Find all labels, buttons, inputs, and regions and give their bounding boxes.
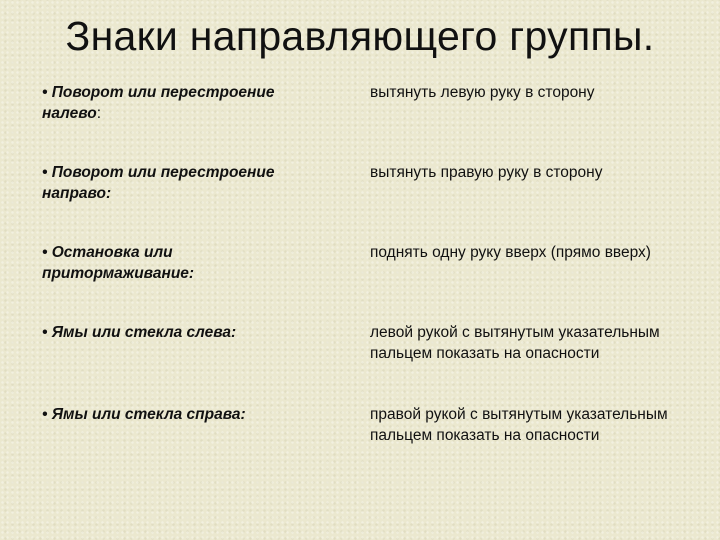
sign-action: вытянуть правую руку в сторону: [370, 164, 603, 181]
sign-action: вытянуть левую руку в сторону: [370, 84, 595, 101]
sign-label-text: • Поворот или перестроение налево: [42, 84, 275, 122]
sign-label: • Ямы или стекла слева:: [42, 324, 237, 341]
sign-label: [42, 82, 327, 124]
sign-label: • Поворот или перестроение направо:: [42, 164, 275, 202]
sign-action: поднять одну руку вверх (прямо вверх): [370, 244, 651, 261]
sign-action: правой рукой с вытянутым указательным пальцем показать на опасности: [370, 406, 668, 444]
slide-title: Знаки направляющего группы.: [65, 13, 655, 59]
sign-label: • Остановка или притормаживание:: [42, 244, 195, 282]
sign-action: левой рукой с вытянутым указательным пальцем показать на опасности: [370, 324, 660, 362]
sign-label: • Ямы или стекла справа:: [42, 406, 246, 423]
sign-label-colon: :: [96, 105, 101, 122]
